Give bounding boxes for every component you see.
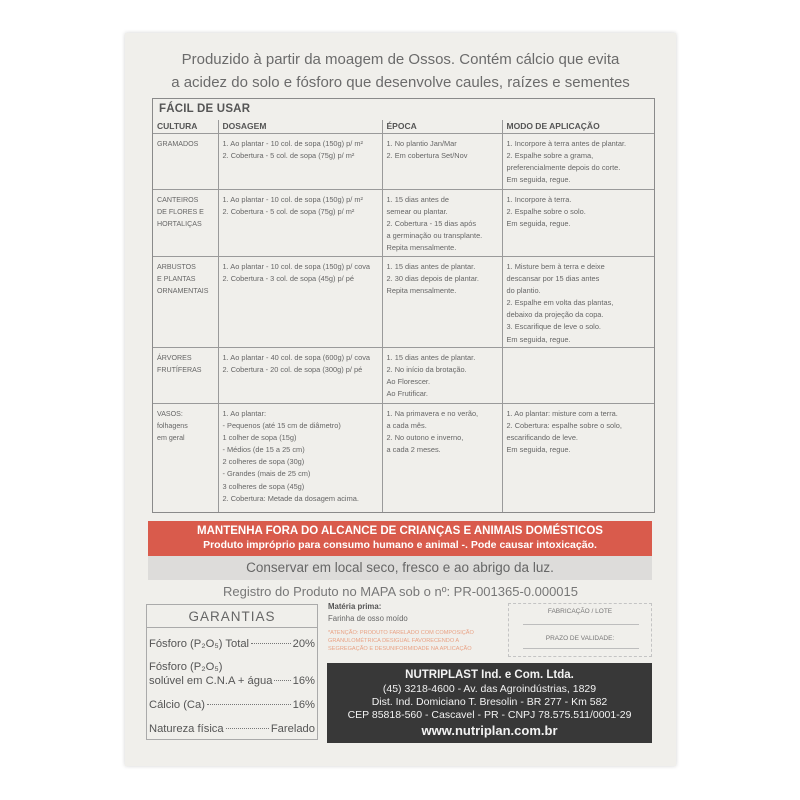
guarantee-label: Fósforo (P₂O₅) [149,661,223,673]
cell-line: 2. Cobertura - 5 col. de sopa (75g) p/ m² [222,151,355,161]
cell-line: 2. No outono e inverno, [386,433,464,443]
cell-line: a cada mês. [386,421,427,431]
storage-instructions: Conservar em local seco, fresco e ao abrigo da luz. [148,556,652,580]
cell-line: - Médios (de 15 a 25 cm) [222,445,305,455]
cell-line: 2. 30 dias depois de plantar. [386,274,479,284]
cell-line: CANTEIROS [157,196,199,204]
cell-line: 2. Cobertura - 5 col. de sopa (75g) p/ m² [222,207,355,217]
warning-line: Produto impróprio para consumo humano e animal -. Pode causar intoxicação. [203,539,597,551]
guarantee-value: 16% [292,699,315,711]
cell-line: 1. Ao plantar - 40 col. de sopa (600g) p/ cova [222,353,370,362]
cell-line: Repita mensalmente. [386,243,457,253]
cell-line: 1. Ao plantar - 10 col. de sopa (150g) p/ m² [222,195,364,204]
company-website: www.nutriplan.com.br [421,723,558,738]
company-address: (45) 3218-4600 - Av. das Agroindústrias, 1829 [382,683,597,695]
cell-line: semear ou plantar. [386,207,448,217]
guarantee-label: solúvel em C.N.A + água [149,675,273,687]
cell-line: ARBUSTOS [157,263,196,271]
cell-line: 3 colheres de sopa (45g) [222,481,305,491]
cell-line: 2. Espalhe sobre a grama, [506,151,594,161]
cell-line: Ao Frutificar. [386,389,428,399]
cell-line: escarificando de leve. [506,433,578,443]
cell-line: 1. Ao plantar - 10 col. de sopa (150g) p/ cova [222,262,370,271]
cell-modo [502,190,654,257]
cell-cultura [153,134,218,190]
header-epoca: ÉPOCA [382,120,502,134]
cell-line: 2. Cobertura: Metade da dosagem acima. [222,493,359,503]
cell-epoca [382,257,502,348]
attention-notice: *ATENÇÃO: PRODUTO FARELADO COM COMPOSIÇÃO [328,630,474,636]
cell-dosagem [218,257,382,348]
cell-line: descansar por 15 dias antes [506,274,600,284]
cell-cultura [153,348,218,404]
cell-epoca [382,134,502,190]
cell-line: 1. No plantio Jan/Mar [386,139,457,148]
raw-material-label: Matéria prima: [328,602,382,611]
cell-line: a germinação ou transplante. [386,231,483,241]
header-modo: MODO DE APLICAÇÃO [502,120,654,134]
guarantee-value: 16% [292,675,315,687]
cell-line: 1. Ao plantar - 10 col. de sopa (150g) p/ m² [222,139,364,148]
cell-line: 1. Ao plantar: misture com a terra. [506,409,618,418]
cell-line: DE FLORES E [157,208,204,217]
cell-line: Repita mensalmente. [386,286,457,296]
warning-banner [148,521,652,556]
cell-line: 2. Cobertura: espalhe sobre o solo, [506,421,622,431]
cell-line: Em seguida, regue. [506,334,571,344]
cell-line: 2. Espalhe sobre o solo. [506,207,586,217]
cell-cultura [153,404,218,512]
guarantee-value: 20% [292,638,315,650]
dot-leader [207,704,291,705]
cell-line: ÁRVORES [157,354,192,362]
cell-line: - Pequenos (até 15 cm de diâmetro) [222,421,341,431]
cell-line: Ao Florescer. [386,377,431,387]
cell-line: debaixo da projeção da copa. [506,310,604,320]
header-cultura: CULTURA [153,120,218,134]
cell-line: do plantio. [506,286,541,296]
cell-line: folhagens [157,422,188,431]
guarantee-value: Farelado [270,723,315,735]
cell-line: 2. Em cobertura Set/Nov [386,151,468,161]
cell-line: 1. 15 dias antes de plantar. [386,353,476,362]
cell-modo [502,404,654,512]
intro-line: Produzido à partir da moagem de Ossos. Contém cálcio que evita [181,51,620,68]
cell-line: FRUTÍFERAS [157,366,202,375]
cell-line: Em seguida, regue. [506,445,571,455]
divider [147,627,317,628]
batch-box [508,603,652,657]
cell-line: 1. 15 dias antes de [386,195,449,204]
cell-line: ORNAMENTAIS [157,287,209,296]
cell-dosagem [218,134,382,190]
dot-leader [226,728,269,729]
cell-line: 1 colher de sopa (15g) [222,433,297,443]
table-header-row [153,120,654,134]
usage-title: FÁCIL DE USAR [159,103,251,115]
cell-epoca [382,348,502,404]
expiry-label: PRAZO DE VALIDADE: [545,635,615,642]
cell-line: 2. Cobertura - 3 col. de sopa (45g) p/ pé [222,274,354,284]
usage-table [153,120,654,512]
table-row [153,404,654,512]
header-dosagem: DOSAGEM [218,120,382,134]
raw-material-value: Farinha de osso moído [328,614,408,623]
warning-line: MANTENHA FORA DO ALCANCE DE CRIANÇAS E ANIMAIS DOMÉSTICOS [197,525,603,537]
cell-line: Em seguida, regue. [506,219,571,229]
guarantees-box [146,604,318,740]
manufacture-line [523,624,639,625]
cell-line: Em seguida, regue. [506,175,571,185]
manufacture-label: FABRICAÇÃO / LOTE [547,608,613,615]
cell-dosagem [218,348,382,404]
table-row [153,348,654,404]
intro-line: a acidez do solo e fósforo que desenvolve caules, raízes e sementes [171,74,630,91]
cell-modo [502,348,654,404]
attention-notice: SEGREGAÇÃO E DESUNIFORMIDADE NA APLICAÇÃO [328,646,472,652]
expiry-line [523,648,639,649]
cell-cultura [153,257,218,348]
guarantee-label: Cálcio (Ca) [149,699,205,711]
table-row [153,257,654,348]
table-row [153,134,654,190]
company-district: Dist. Ind. Domiciano T. Bresolin - BR 277 - Km 582 [371,696,608,708]
cell-line: 2. Cobertura - 15 dias após [386,219,477,229]
company-cep-cnpj: CEP 85818-560 - Cascavel - PR - CNPJ 78.575.511/0001-29 [347,709,632,721]
company-box [327,663,652,743]
cell-line: 1. Incorpore à terra antes de plantar. [506,139,627,148]
cell-epoca [382,190,502,257]
cell-line: - Grandes (mais de 25 cm) [222,469,311,479]
cell-line: 1. Misture bem à terra e deixe [506,262,605,271]
dot-leader [251,643,291,644]
cell-line: 1. Ao plantar: [222,409,267,418]
cell-line: em geral [157,434,185,443]
cell-epoca [382,404,502,512]
cell-line: 1. Incorpore à terra. [506,195,572,204]
cell-line: 2. Espalhe em volta das plantas, [506,298,614,308]
cell-line: E PLANTAS [157,275,196,284]
guarantee-label: Natureza física [149,723,224,735]
cell-line: preferencialmente depois do corte. [506,163,621,173]
guarantee-label: Fósforo (P₂O₅) Total [149,638,250,650]
cell-line: 2 colheres de sopa (30g) [222,457,305,467]
cell-modo [502,134,654,190]
cell-cultura [153,190,218,257]
guarantee-item [149,637,315,651]
table-row [153,190,654,257]
cell-line: 2. No início da brotação. [386,365,467,375]
guarantee-item [149,698,315,712]
cell-dosagem [218,190,382,257]
cell-line: 2. Cobertura - 20 col. de sopa (300g) p/ pé [222,365,363,375]
cell-dosagem [218,404,382,512]
registry-number: Registro do Produto no MAPA sob o nº: PR-001365-0.000015 [222,584,578,599]
company-name: NUTRIPLAST Ind. e Com. Ltda. [405,669,574,681]
dot-leader [274,680,290,681]
usage-table-box [152,98,655,513]
cell-modo [502,257,654,348]
guarantees-title: GARANTIAS [188,609,276,624]
attention-notice: GRANULOMÉTRICA DESIGUAL FAVORECENDO A [328,638,460,644]
cell-line: VASOS: [157,410,183,418]
guarantee-item [149,722,315,736]
cell-line: GRAMADOS [157,140,199,148]
guarantee-item [149,674,315,688]
cell-line: 1. 15 dias antes de plantar. [386,262,476,271]
cell-line: a cada 2 meses. [386,445,441,455]
cell-line: 1. Na primavera e no verão, [386,409,479,418]
cell-line: 3. Escarifique de leve o solo. [506,322,601,332]
cell-line: HORTALIÇAS [157,220,202,229]
